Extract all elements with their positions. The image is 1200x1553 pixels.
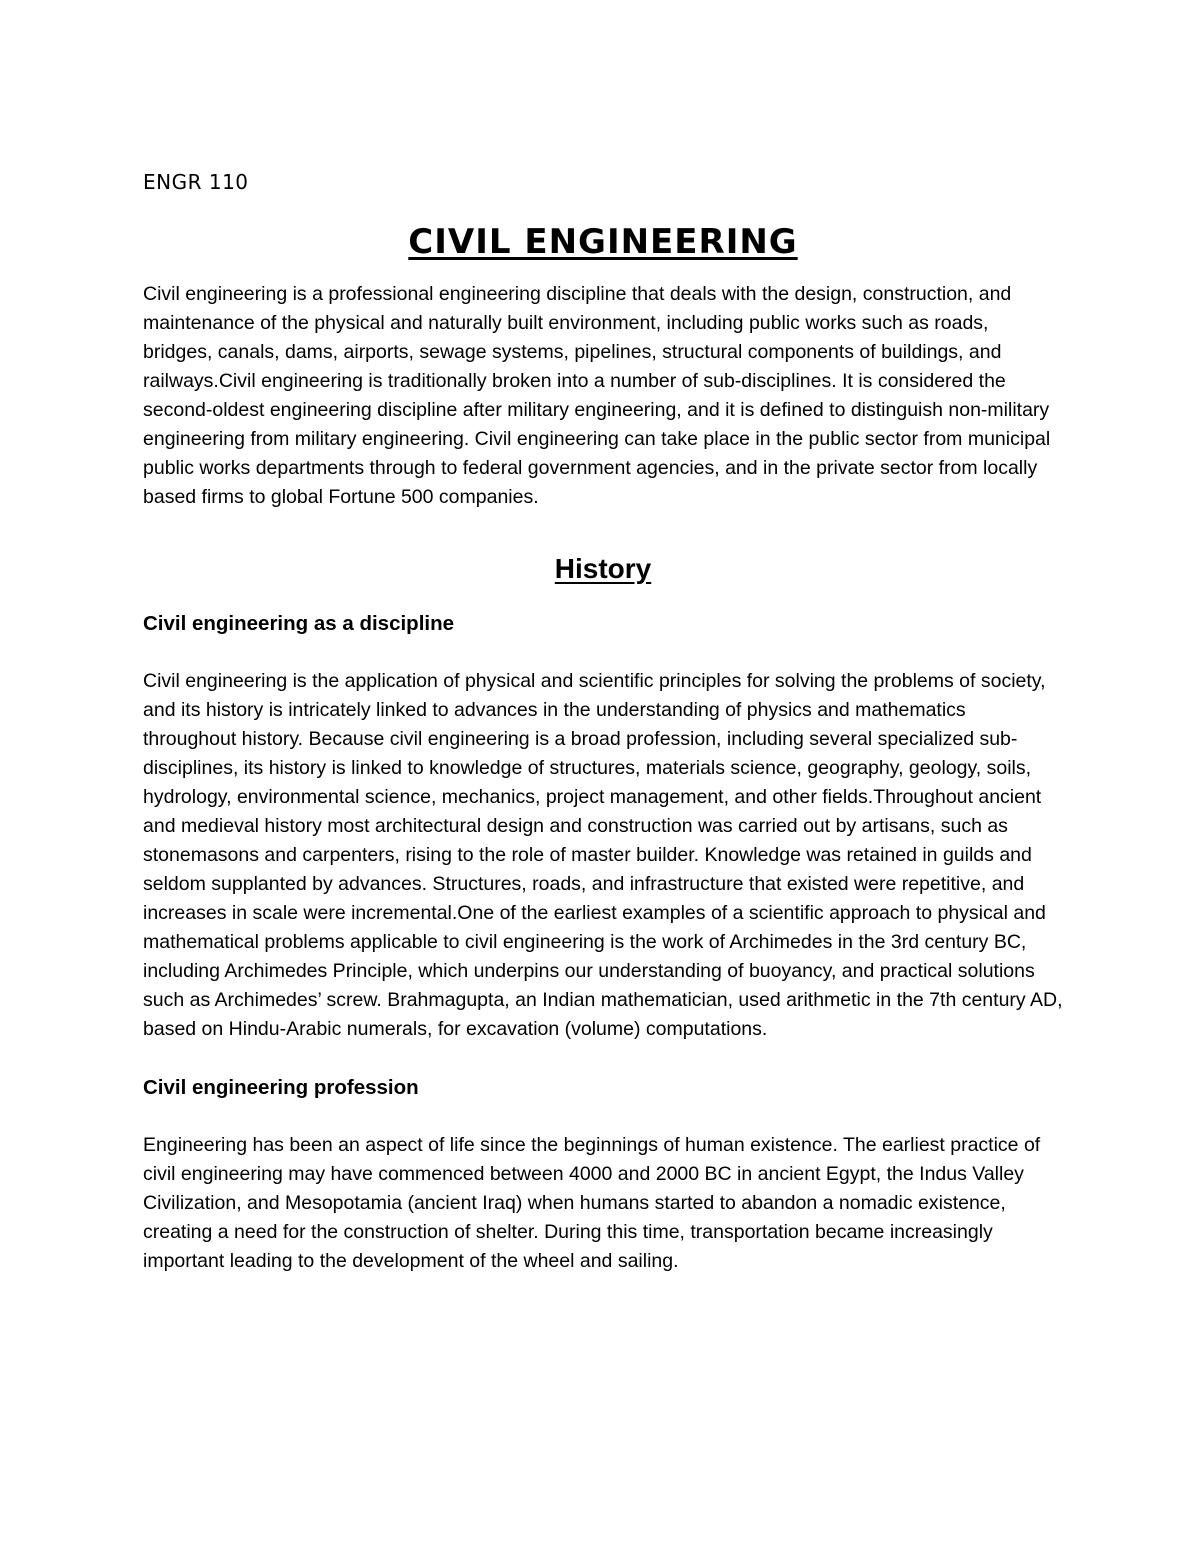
document-body [143, 168, 1063, 1276]
intro-paragraph: Civil engineering is a professional engineering discipline that deals with the design, construction, and maintenance of the physical and naturally built environment, including public works such as roads, bridges, canals, dams, airports, sewage systems, pipelines, structural components of buildings, and railways.Civil engineering is traditionally broken into a number of sub-disciplines. It is considered the second-oldest engineering discipline after military engineering, and it is defined to distinguish non-military engineering from military engineering. Civil engineering can take place in the public sector from municipal public works departments through to federal government agencies, and in the private sector from locally based firms to global Fortune 500 companies. [143, 283, 1051, 508]
profession-subheading: Civil engineering profession [143, 1076, 419, 1099]
paragraph-spacer [143, 1044, 1063, 1073]
document-title: CIVIL ENGINEERING [408, 222, 798, 262]
profession-paragraph: Engineering has been an aspect of life since the beginnings of human existence. The earliest practice of civil engineering may have commenced between 4000 and 2000 BC in ancient Egypt, the Indus Valley Civilization, and Mesopotamia (ancient Iraq) when humans started to abandon a nomadic existence, creating a need for the construction of shelter. During this time, transportation became increasingly important leading to the development of the wheel and sailing. [143, 1134, 1041, 1272]
discipline-paragraph: Civil engineering is the application of physical and scientific principles for solving the problems of society, and its history is intricately linked to advances in the understanding of physics and mathematics throughout history. Because civil engineering is a broad profession, including several specialized sub-disciplines, its history is linked to knowledge of structures, materials science, geography, geology, soils, hydrology, environmental science, mechanics, project management, and other fields.Throughout ancient and medieval history most architectural design and construction was carried out by artisans, such as stonemasons and carpenters, rising to the role of master builder. Knowledge was retained in guilds and seldom supplanted by advances. Structures, roads, and infrastructure that existed were repetitive, and increases in scale were incremental.One of the earliest examples of a scientific approach to physical and mathematical problems applicable to civil engineering is the work of Archimedes in the 3rd century BC, including Archimedes Principle, which underpins our understanding of buoyancy, and practical solutions such as Archimedes’ screw. Brahmagupta, an Indian mathematician, used arithmetic in the 7th century AD, based on Hindu-Arabic numerals, for excavation (volume) computations. [143, 670, 1063, 1040]
history-heading: History [554, 553, 652, 584]
course-code: ENGR 110 [143, 170, 249, 194]
discipline-subheading: Civil engineering as a discipline [143, 612, 455, 635]
